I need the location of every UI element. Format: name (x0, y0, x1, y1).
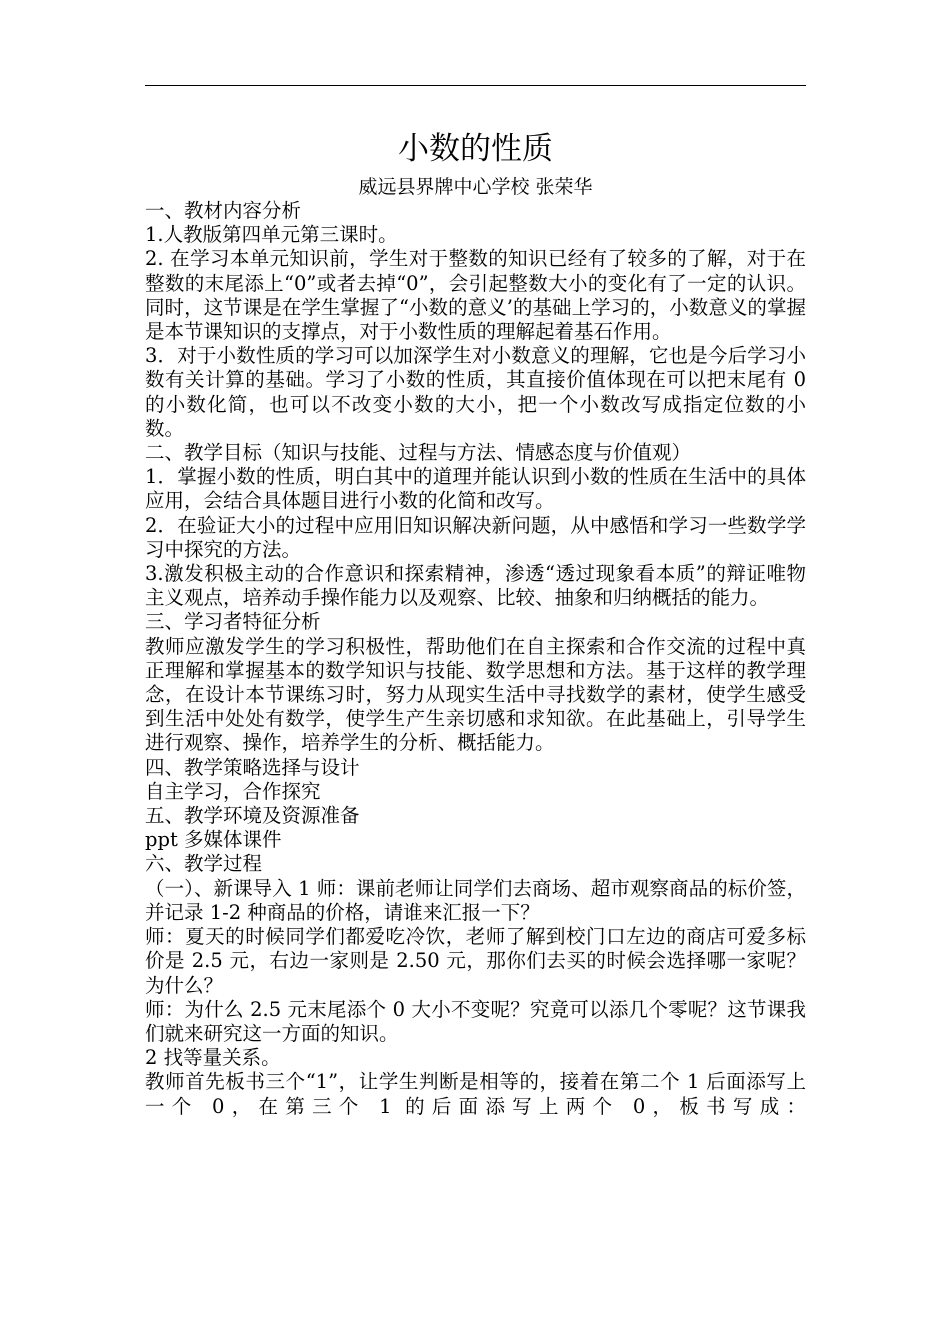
document-title: 小数的性质 (398, 131, 553, 167)
section-heading-2: 二、教学目标（知识与技能、过程与方法、情感态度与价值观） (145, 441, 692, 465)
section-heading-4: 四、教学策略选择与设计 (145, 755, 360, 779)
paragraph: 1.人教版第四单元第三课时。 (145, 223, 398, 247)
header-rule (145, 85, 806, 86)
paragraph: 3．对于小数性质的学习可以加深学生对小数意义的理解，它也是今后学习小数有关计算的基础。学习了小数的性质，其直接价值体现在可以把末尾有 0 的小数化简，也可以不改变小数的大小，把一个小数改写成指定位数的小数。 (145, 344, 806, 440)
paragraph: 师：夏天的时候同学们都爱吃冷饮，老师了解到校门口左边的商店可爱多标价是 2.5 元，右边一家则是 2.50 元，那你们去买的时候会选择哪一家呢？为什么？ (145, 925, 806, 997)
paragraph: 2. 在学习本单元知识前，学生对于整数的知识已经有了较多的了解，对于在整数的末尾添上“0”或者去掉“0”，会引起整数大小的变化有了一定的认识。同时，这节课是在学生掌握了“小数的意义’的基础上学习的，小数意义的掌握是本节课知识的支撑点，对于小数性质的理解起着基石作用。 (145, 247, 806, 344)
paragraph: 3.激发积极主动的合作意识和探索精神，渗透“透过现象看本质”的辩证唯物主义观点，培养动手操作能力以及观察、比较、抽象和归纳概括的能力。 (145, 562, 806, 610)
paragraph: 2 找等量关系。 (145, 1046, 281, 1070)
paragraph: 师：为什么 2.5 元末尾添个 0 大小不变呢？究竟可以添几个零呢？这节课我们就来研究这一方面的知识。 (145, 997, 806, 1045)
paragraph: 教师应激发学生的学习积极性，帮助他们在自主探索和合作交流的过程中真正理解和掌握基本的数学知识与技能、数学思想和方法。基于这样的教学理念，在设计本节课练习时，努力从现实生活中寻找数学的素材，使学生感受到生活中处处有数学，使学生产生亲切感和求知欲。在此基础上，引导学生进行观察、操作，培养学生的分析、概括能力。 (145, 634, 806, 755)
document-page (145, 0, 806, 1344)
section-heading-5: 五、教学环境及资源准备 (145, 804, 360, 828)
paragraph: 2．在验证大小的过程中应用旧知识解决新问题，从中感悟和学习一些数学学习中探究的方法。 (145, 513, 806, 561)
document-body (145, 199, 806, 1119)
paragraph: ppt 多媒体课件 (145, 828, 282, 852)
section-heading-6: 六、教学过程 (145, 852, 263, 876)
document-author: 威远县界牌中心学校 张荣华 (358, 176, 593, 198)
paragraph: 教师首先板书三个“1”，让学生判断是相等的，接着在第二个 1 后面添写上一个 0，在第三个 1 的后面添写上两个 0，板书写成： (145, 1070, 806, 1118)
section-heading-3: 三、学习者特征分析 (145, 610, 321, 634)
section-heading-1: 一、教材内容分析 (145, 199, 302, 222)
paragraph: 自主学习，合作探究 (145, 779, 321, 803)
paragraph: （一）、新课导入 1 师：课前老师让同学们去商场、超市观察商品的标价签，并记录 1-2 种商品的价格，请谁来汇报一下？ (145, 876, 806, 924)
paragraph: 1．掌握小数的性质，明白其中的道理并能认识到小数的性质在生活中的具体应用，会结合具体题目进行小数的化简和改写。 (145, 465, 806, 513)
